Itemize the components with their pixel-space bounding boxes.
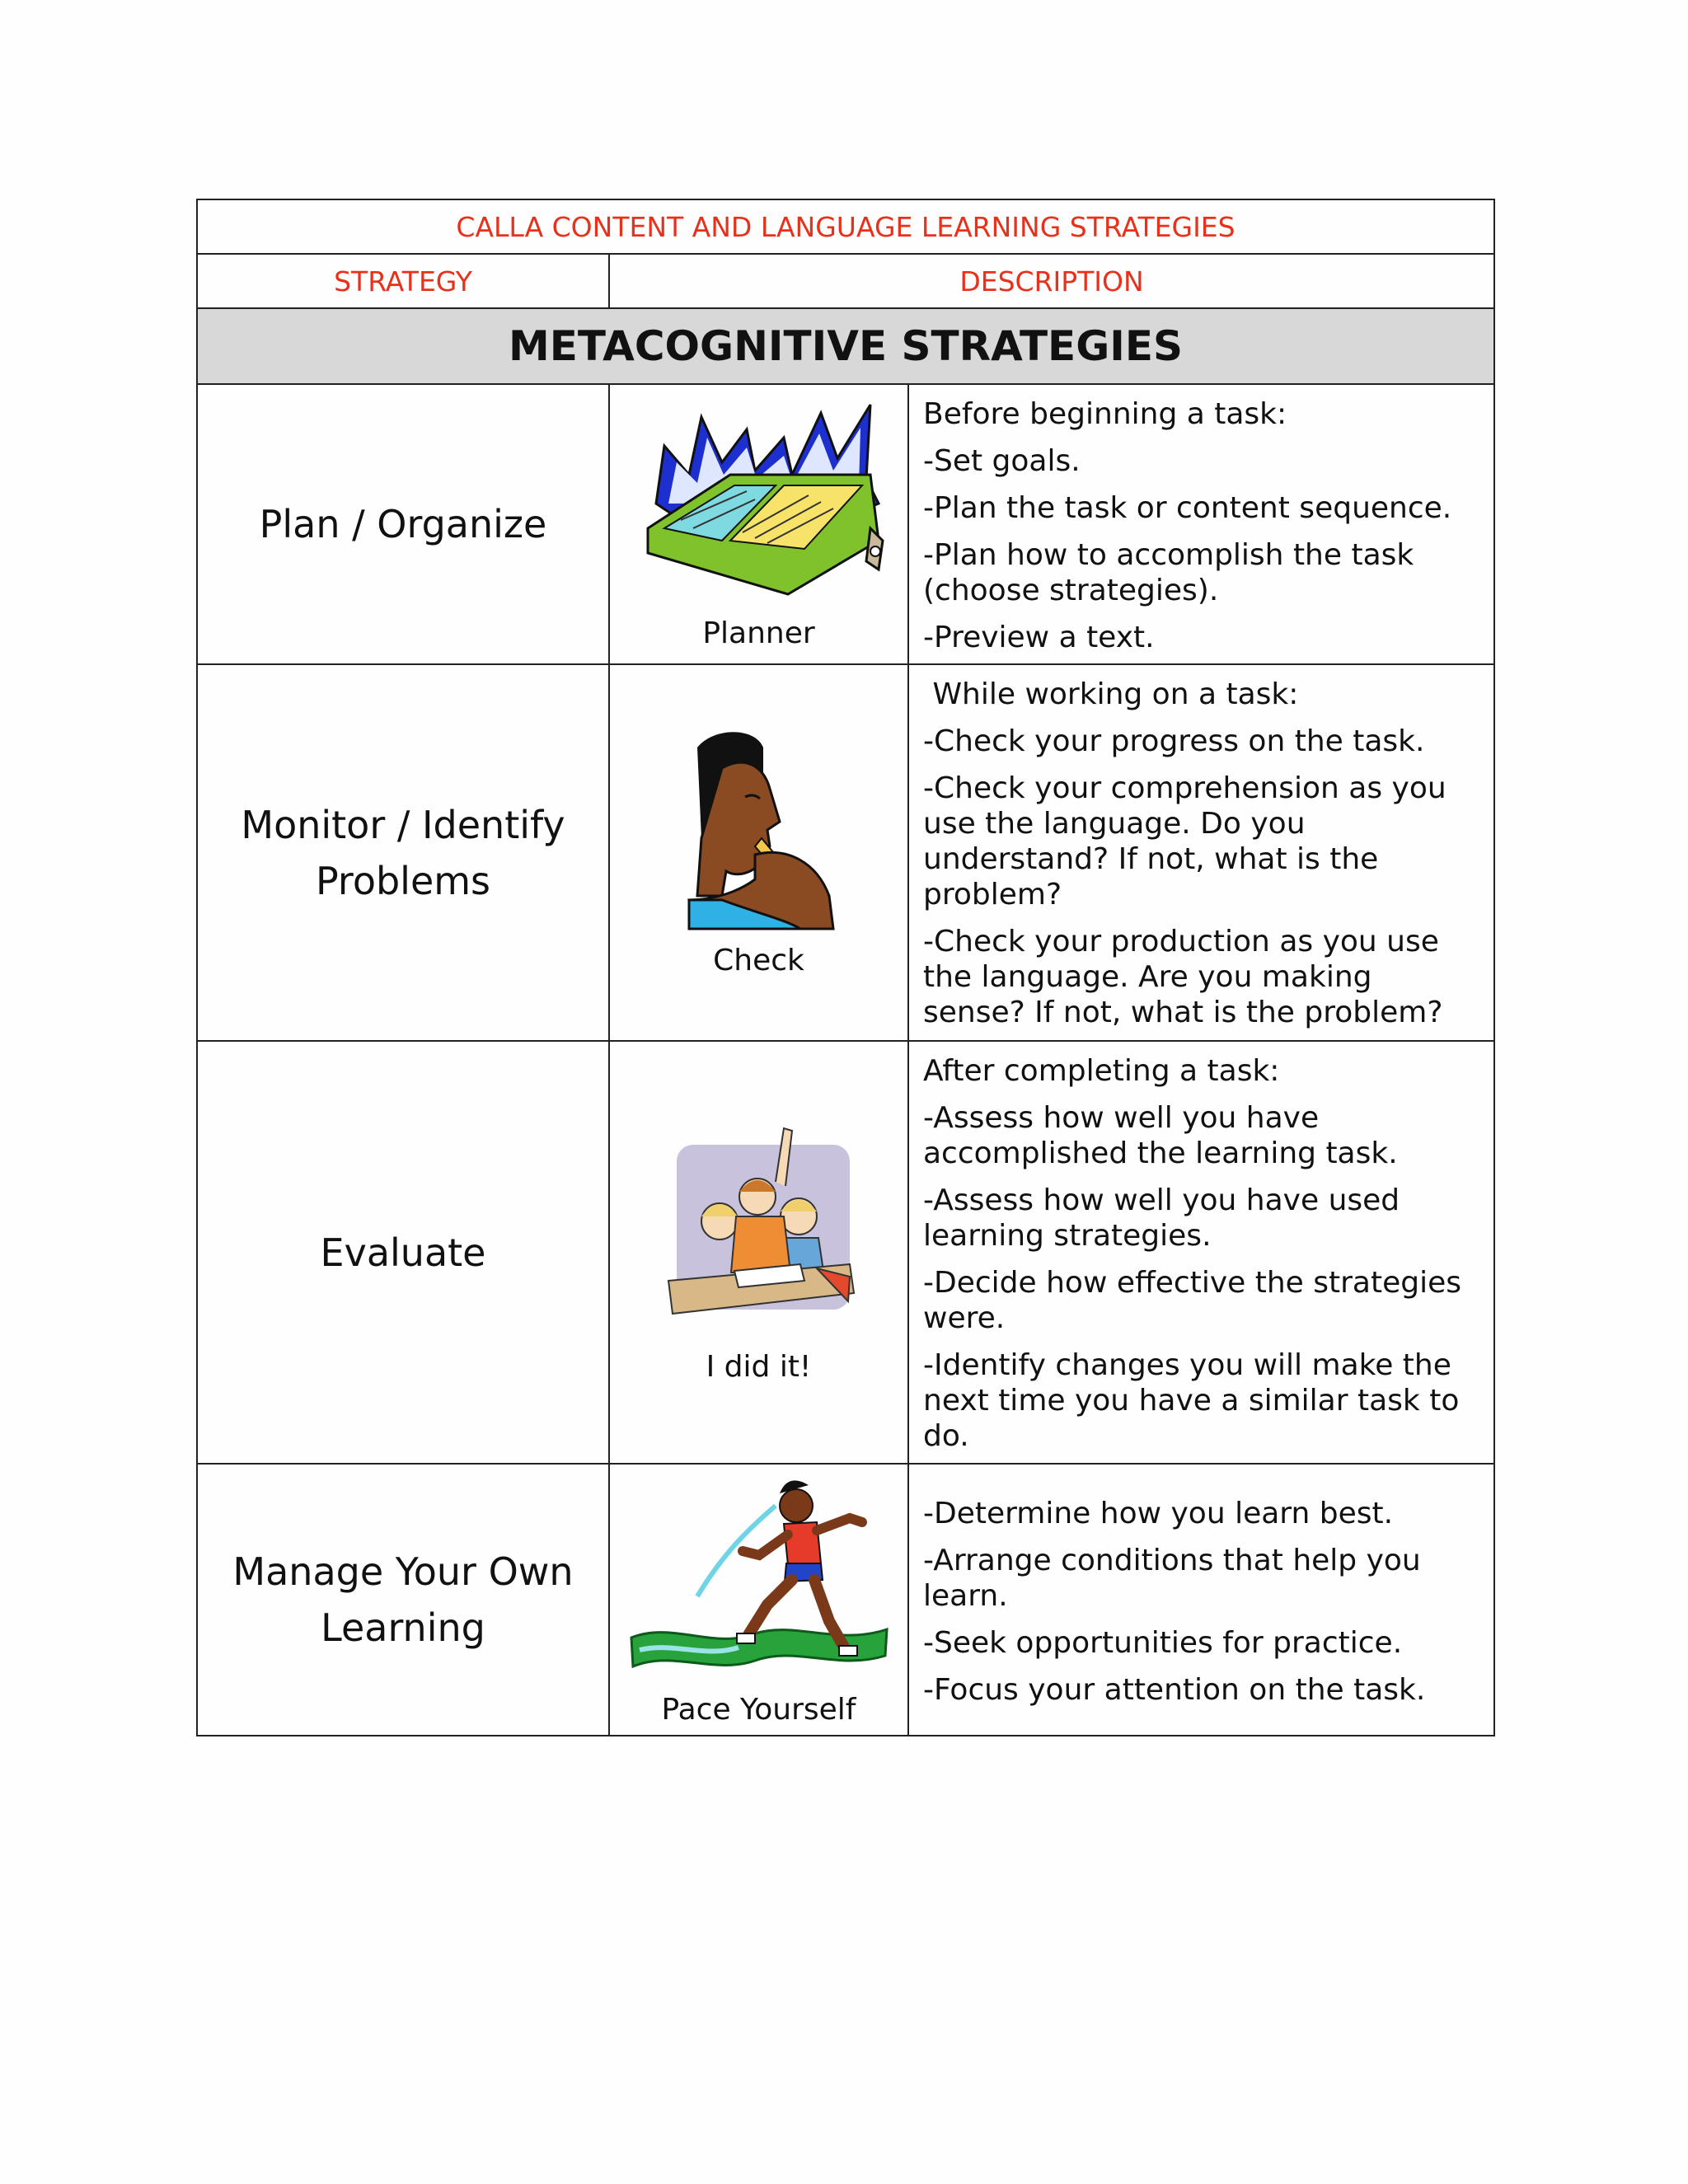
strategy-label: Learning bbox=[321, 1605, 485, 1650]
image-cell bbox=[609, 664, 908, 1041]
image-caption: Planner bbox=[702, 616, 815, 650]
table-row bbox=[197, 664, 1494, 1041]
image-caption: Check bbox=[713, 944, 804, 977]
section-row bbox=[197, 308, 1494, 384]
strategies-table bbox=[196, 199, 1495, 1736]
planner-icon bbox=[631, 396, 887, 611]
image-caption: I did it! bbox=[706, 1350, 812, 1384]
strategy-name bbox=[197, 1041, 609, 1464]
description-line: -Identify changes you will make the next time you have a similar task to do. bbox=[923, 1348, 1460, 1453]
description-line: -Set goals. bbox=[923, 444, 1081, 478]
description-line: After completing a task: bbox=[923, 1054, 1280, 1088]
runner-icon bbox=[623, 1473, 895, 1687]
strategy-header: STRATEGY bbox=[197, 254, 609, 308]
description-line: -Preview a text. bbox=[923, 621, 1155, 654]
description-cell bbox=[908, 384, 1494, 664]
strategy-name bbox=[197, 664, 609, 1041]
thinking-student-icon bbox=[664, 723, 854, 937]
strategy-label: Problems bbox=[315, 858, 491, 903]
description-line: -Check your progress on the task. bbox=[923, 724, 1425, 758]
description-line: While working on a task: bbox=[923, 677, 1299, 711]
image-cell bbox=[609, 1464, 908, 1736]
description-line: -Seek opportunities for practice. bbox=[923, 1625, 1403, 1660]
description-line: -Plan how to accomplish the task (choose strategies). bbox=[923, 538, 1414, 607]
description-cell bbox=[908, 664, 1494, 1041]
description-line: -Decide how effective the strategies were. bbox=[923, 1266, 1462, 1335]
description-line: -Assess how well you have used learning strategies. bbox=[923, 1183, 1400, 1253]
title-row bbox=[197, 199, 1494, 254]
description-line: -Check your comprehension as you use the language. Do you understand? If not, what is the problem? bbox=[923, 771, 1447, 912]
strategy-name bbox=[197, 1464, 609, 1736]
description-line: -Plan the task or content sequence. bbox=[923, 491, 1452, 525]
raised-hand-student-icon bbox=[660, 1124, 858, 1330]
description-cell bbox=[908, 1041, 1494, 1464]
strategy-name bbox=[197, 384, 609, 664]
strategy-label: Monitor / Identify bbox=[241, 802, 565, 847]
description-line: -Determine how you learn best. bbox=[923, 1496, 1394, 1530]
description-line: -Assess how well you have accomplished the learning task. bbox=[923, 1101, 1398, 1170]
image-cell bbox=[609, 1041, 908, 1464]
table-title: CALLA CONTENT AND LANGUAGE LEARNING STRATEGIES bbox=[197, 199, 1494, 254]
table-row bbox=[197, 384, 1494, 664]
description-cell bbox=[908, 1464, 1494, 1736]
description-header: DESCRIPTION bbox=[609, 254, 1494, 308]
table-row bbox=[197, 1041, 1494, 1464]
image-caption: Pace Yourself bbox=[661, 1693, 856, 1727]
description-line: -Check your production as you use the language. Are you making sense? If not, what is the problem? bbox=[923, 925, 1443, 1029]
description-line: -Focus your attention on the task. bbox=[923, 1672, 1426, 1707]
description-line: -Arrange conditions that help you learn. bbox=[923, 1543, 1421, 1613]
section-title: METACOGNITIVE STRATEGIES bbox=[197, 308, 1494, 384]
strategy-label: Evaluate bbox=[320, 1230, 486, 1275]
description-line: Before beginning a task: bbox=[923, 397, 1287, 431]
image-cell bbox=[609, 384, 908, 664]
strategy-label: Manage Your Own bbox=[232, 1549, 574, 1594]
table-row bbox=[197, 1464, 1494, 1736]
strategy-label: Plan / Organize bbox=[259, 502, 547, 546]
column-header-row bbox=[197, 254, 1494, 308]
